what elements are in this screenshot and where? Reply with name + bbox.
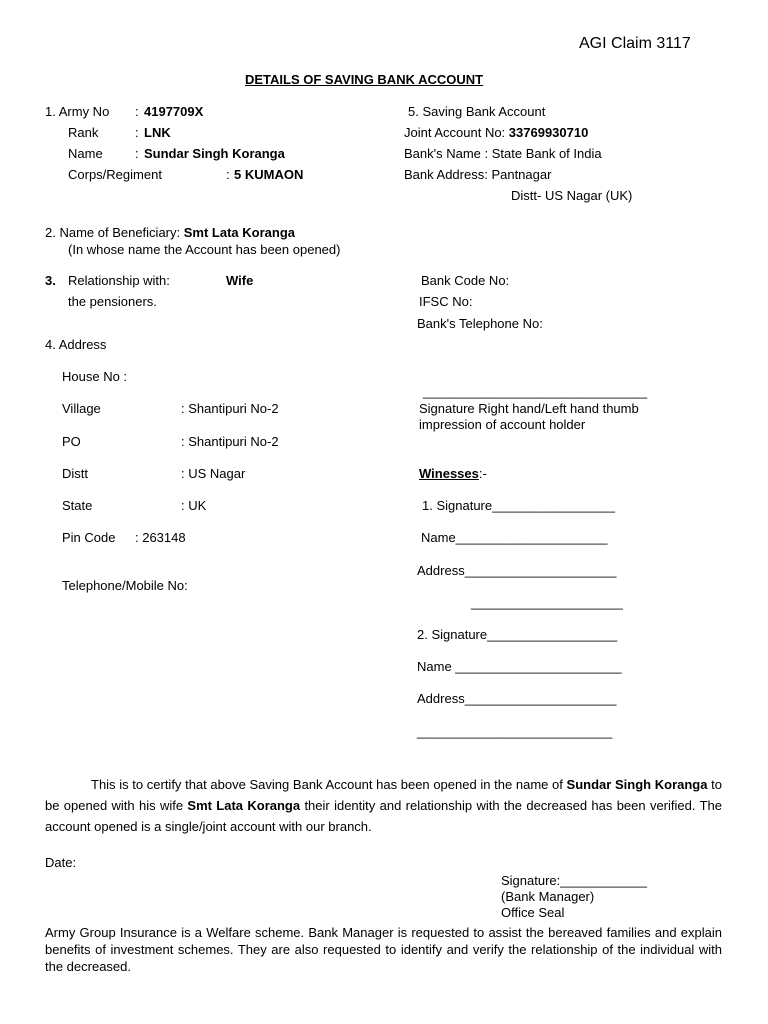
bank-code: Bank Code No: [421, 273, 510, 288]
agi-note-text: Army Group Insurance is a Welfare scheme. Bank Manager is requested to assist the bereaved families and explain benefits of investment schemes. They are also requested to identify and verify the relationship of the individual with the decreased. [45, 925, 722, 974]
bank-account-heading: 5. Saving Bank Account [408, 104, 546, 119]
date-label: Date: [45, 855, 77, 870]
state-value: : UK [181, 498, 207, 513]
name-label: Name [68, 146, 103, 161]
relationship-label2: the pensioners. [68, 294, 157, 309]
witness2-signature: 2. Signature__________________ [417, 627, 618, 642]
signature-label: Signature Right hand/Left hand thumb [419, 401, 639, 416]
agi-note [45, 924, 722, 975]
account-holder-signature-line: _______________________________ [423, 384, 648, 399]
po-value: : Shantipuri No-2 [181, 434, 279, 449]
certify-text-3: their identity and relationship with the decreased has been verified. The account opened is a single/joint account with our branch. [45, 798, 722, 834]
state-label: State [62, 498, 93, 513]
beneficiary-row [45, 225, 295, 240]
rank-sep: : [135, 125, 139, 140]
rank-value: LNK [144, 125, 171, 140]
distt-label: Distt [62, 466, 88, 481]
certification-paragraph [45, 774, 722, 837]
pin-label: Pin Code [62, 530, 116, 545]
manager-signature: Signature:____________ [501, 873, 648, 888]
beneficiary-value: Smt Lata Koranga [183, 225, 295, 240]
certify-text-1: This is to certify that above Saving Bank Account has been opened in the name of [91, 777, 567, 792]
witnesses-heading-suffix: :- [478, 466, 487, 481]
witnesses-heading [419, 466, 487, 481]
witness1-name: Name_____________________ [421, 530, 608, 545]
name-value: Sundar Singh Koranga [144, 146, 285, 161]
distt-value: : US Nagar [181, 466, 246, 481]
claim-reference: AGI Claim 3117 [579, 35, 691, 52]
army-no-sep: : [135, 104, 139, 119]
army-no-value: 4197709X [144, 104, 204, 119]
witness1-signature: 1. Signature_________________ [422, 498, 616, 513]
bank-manager-label: (Bank Manager) [501, 889, 595, 904]
relationship-label: Relationship with: [68, 273, 170, 288]
bank-telephone: Bank's Telephone No: [417, 316, 543, 331]
witnesses-heading-text: Winesses [419, 466, 479, 481]
bank-address-line2: Distt- US Nagar (UK) [511, 188, 633, 203]
certify-text-2: to be opened with his wife [45, 777, 722, 813]
bank-address: Bank Address: Pantnagar [404, 167, 552, 182]
relationship-num: 3. [45, 273, 56, 288]
witness2-address: Address_____________________ [417, 691, 617, 706]
village-value: : Shantipuri No-2 [181, 401, 279, 416]
office-seal-label: Office Seal [501, 905, 565, 920]
document-title: DETAILS OF SAVING BANK ACCOUNT [245, 72, 484, 87]
corps-value: 5 KUMAON [234, 167, 304, 182]
witness2-name: Name _______________________ [417, 659, 622, 674]
certify-wife-name: Smt Lata Koranga [187, 798, 301, 813]
joint-account-label [404, 125, 588, 140]
village-label: Village [62, 401, 101, 416]
corps-label: Corps/Regiment [68, 167, 162, 182]
house-label: House No : [62, 369, 128, 384]
po-label: PO [62, 434, 81, 449]
witness1-address: Address_____________________ [417, 563, 617, 578]
ifsc: IFSC No: [419, 294, 473, 309]
rank-label: Rank [68, 125, 99, 140]
corps-sep: : [226, 167, 230, 182]
beneficiary-label: 2. Name of Beneficiary: [45, 225, 181, 240]
pin-value: : 263148 [135, 530, 186, 545]
signature-label2: impression of account holder [419, 417, 586, 432]
certify-holder-name: Sundar Singh Koranga [566, 777, 708, 792]
name-sep: : [135, 146, 139, 161]
witness1-address-line2: _____________________ [471, 595, 623, 610]
witness2-address-line2: ___________________________ [417, 724, 613, 739]
relationship-value: Wife [226, 273, 254, 288]
telephone-label: Telephone/Mobile No: [62, 578, 188, 593]
address-heading: 4. Address [45, 337, 107, 352]
joint-account-label-text: Joint Account No: [404, 125, 506, 140]
beneficiary-note: (In whose name the Account has been opened) [68, 242, 341, 257]
joint-account-value: 33769930710 [508, 125, 589, 140]
army-no-label: 1. Army No [45, 104, 110, 119]
bank-name: Bank's Name : State Bank of India [404, 146, 602, 161]
